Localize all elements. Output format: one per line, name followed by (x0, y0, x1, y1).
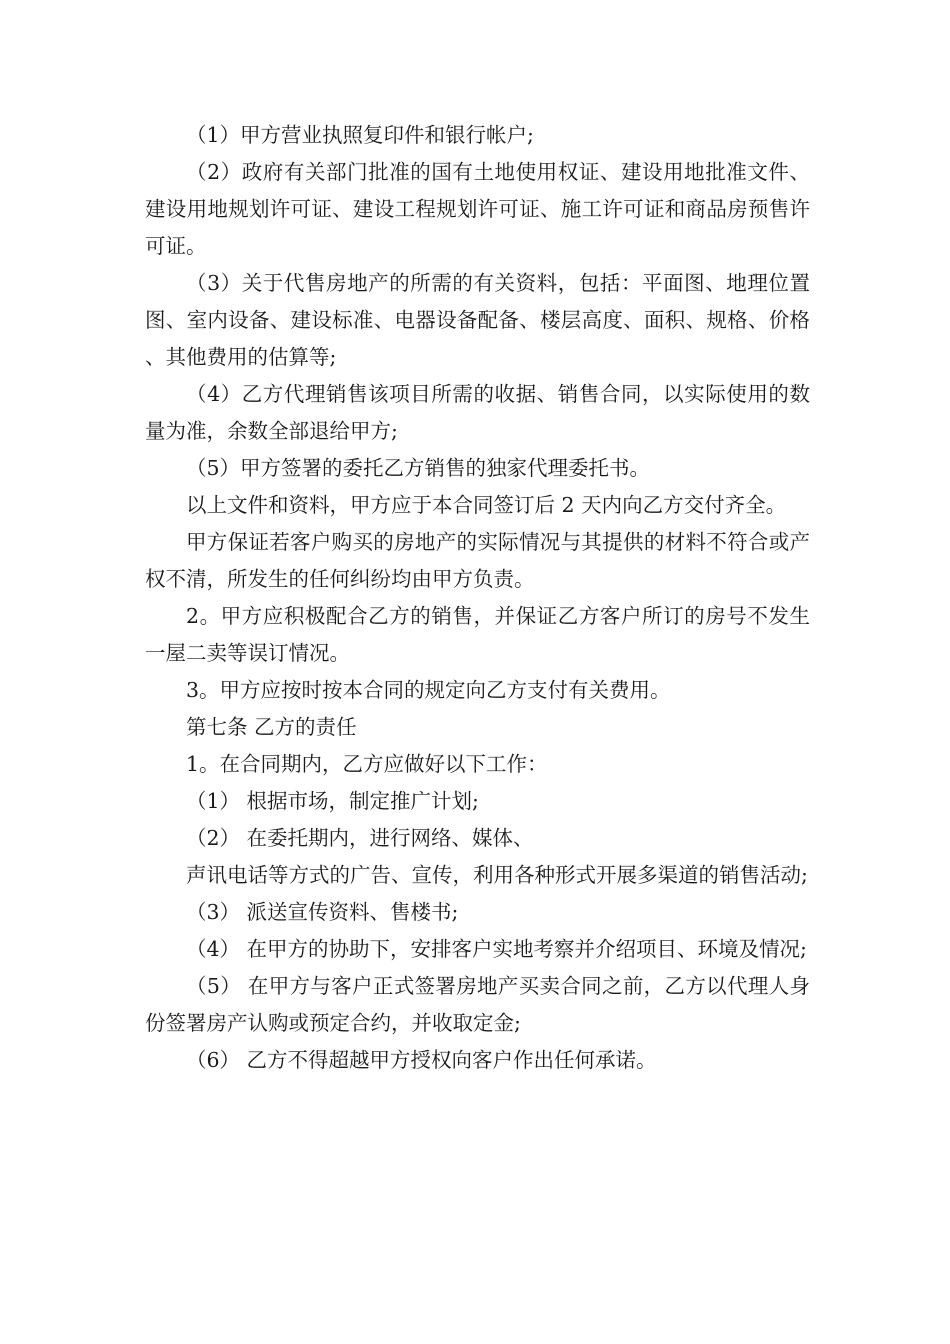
paragraph-18: （6） 乙方不得超越甲方授权向客户作出任何承诺。 (186, 1048, 657, 1072)
paragraph-9: 3。甲方应按时按本合同的规定向乙方支付有关费用。 (186, 678, 671, 702)
paragraph-4: （4）乙方代理销售该项目所需的收据、销售合同，以实际使用的数量为准，余数全部退给甲方; (145, 382, 810, 443)
paragraph-5: （5）甲方签署的委托乙方销售的独家代理委托书。 (186, 456, 651, 480)
paragraph-7: 甲方保证若客户购买的房地产的实际情况与其提供的材料不符合或产权不清，所发生的任何纠纷均由甲方负责。 (145, 530, 810, 591)
paragraph-3: （3）关于代售房地产的所需的有关资料，包括：平面图、地理位置图、室内设备、建设标准、电器设备配备、楼层高度、面积、规格、价格、其他费用的估算等; (145, 271, 810, 369)
paragraph-6: 以上文件和资料，甲方应于本合同签订后 2 天内向乙方交付齐全。 (186, 493, 787, 517)
paragraph-11: 1。在合同期内，乙方应做好以下工作： (186, 752, 548, 776)
paragraph-16: （4） 在甲方的协助下，安排客户实地考察并介绍项目、环境及情况; (186, 937, 807, 961)
section-heading-article-7: 第七条 乙方的责任 (186, 715, 357, 739)
paragraph-14: 声讯电话等方式的广告、宣传，利用各种形式开展多渠道的销售活动; (186, 863, 808, 887)
paragraph-12: （1） 根据市场，制定推广计划; (186, 789, 479, 813)
paragraph-15: （3） 派送宣传资料、售楼书; (186, 900, 459, 924)
paragraph-8: 2。甲方应积极配合乙方的销售，并保证乙方客户所订的房号不发生一屋二卖等误订情况。 (145, 604, 810, 665)
contract-text (145, 117, 810, 1079)
paragraph-17: （5） 在甲方与客户正式签署房地产买卖合同之前，乙方以代理人身份签署房产认购或预定合约，并收取定金; (145, 974, 810, 1035)
paragraph-1: （1）甲方营业执照复印件和银行帐户; (186, 123, 534, 147)
paragraph-13: （2） 在委托期内，进行网络、媒体、 (186, 826, 534, 850)
paragraph-2: （2）政府有关部门批准的国有土地使用权证、建设用地批准文件、建设用地规划许可证、建设工程规划许可证、施工许可证和商品房预售许可证。 (145, 160, 810, 258)
